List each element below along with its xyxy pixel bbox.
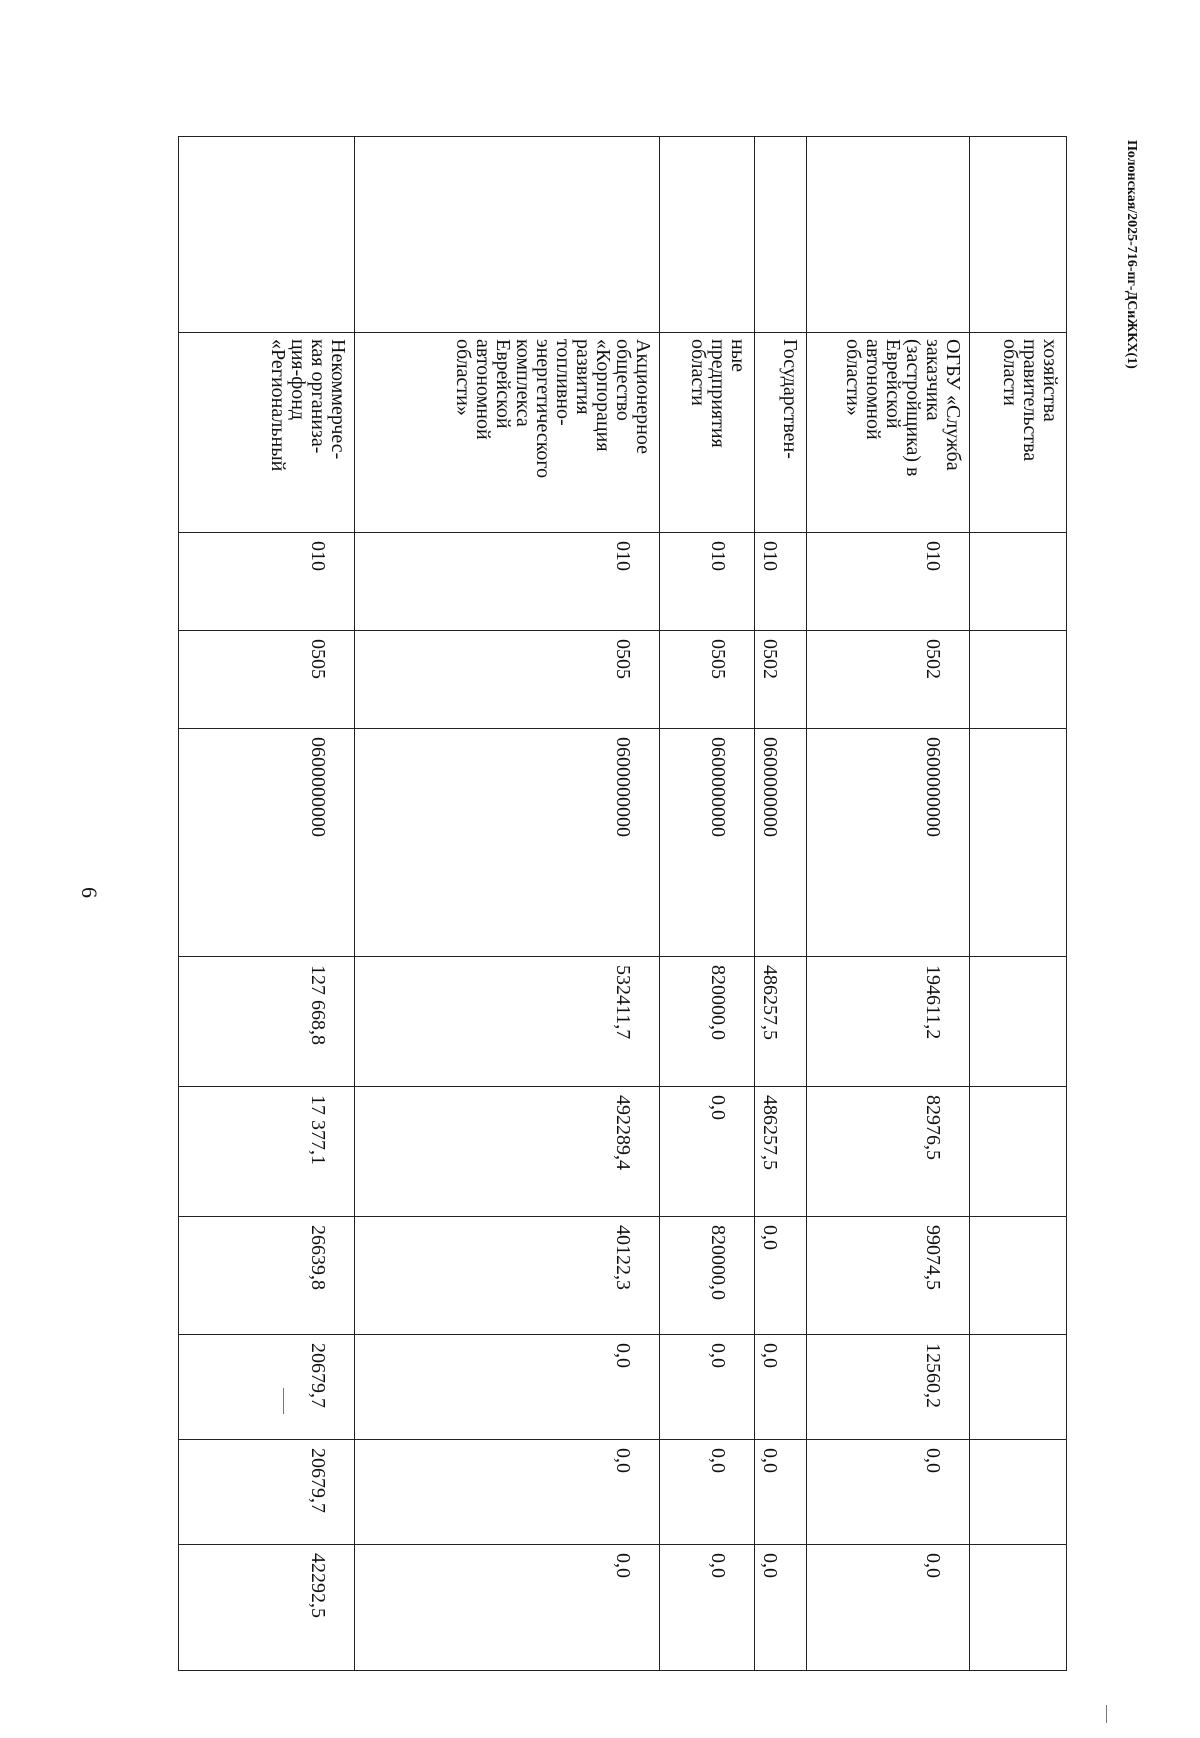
recipient-name-cell: ные предприятия области xyxy=(660,333,755,533)
table-cell: 820000,0 xyxy=(660,957,755,1087)
table-cell: 0505 xyxy=(179,631,355,729)
table-cell: 0,0 xyxy=(807,1440,970,1545)
table-cell xyxy=(970,1217,1067,1335)
table-cell: 0,0 xyxy=(355,1335,660,1440)
table-cell: 010 xyxy=(807,533,970,631)
table-cell: 0,0 xyxy=(660,1545,755,1671)
blank-cell xyxy=(807,137,970,333)
budget-table xyxy=(178,136,1067,1671)
scan-mark xyxy=(283,1388,284,1414)
table-cell: 010 xyxy=(755,533,807,631)
table-cell: 492289,4 xyxy=(355,1087,660,1217)
table-cell: 0,0 xyxy=(660,1335,755,1440)
table-cell xyxy=(970,631,1067,729)
table-cell: 0,0 xyxy=(755,1545,807,1671)
table-cell xyxy=(970,1440,1067,1545)
table-cell: 20679,7 xyxy=(179,1335,355,1440)
table-cell: 0,0 xyxy=(355,1440,660,1545)
table-cell: 0,0 xyxy=(755,1335,807,1440)
blank-cell xyxy=(660,137,755,333)
budget-table-container xyxy=(179,136,1067,1670)
table-cell: 0600000000 xyxy=(355,729,660,957)
table-cell: 0600000000 xyxy=(179,729,355,957)
table-cell: 0,0 xyxy=(807,1545,970,1671)
table-row xyxy=(755,137,807,1671)
recipient-name-cell: Государствен- xyxy=(755,333,807,533)
table-cell: 0600000000 xyxy=(660,729,755,957)
table-cell: 532411,7 xyxy=(355,957,660,1087)
table-cell: 40122,3 xyxy=(355,1217,660,1335)
table-row xyxy=(660,137,755,1671)
table-cell: 486257,5 xyxy=(755,957,807,1087)
table-cell: 12560,2 xyxy=(807,1335,970,1440)
table-cell: 010 xyxy=(179,533,355,631)
recipient-name-cell: Акционерное общество «Корпорация развития топливно- энергетического комплекса Еврейской автономной области» xyxy=(355,333,660,533)
blank-cell xyxy=(179,137,355,333)
recipient-name-cell: ОГБУ «Служба заказчика (застройщика) в Еврейской автономной области» xyxy=(807,333,970,533)
table-cell: 0,0 xyxy=(660,1440,755,1545)
table-cell: 0502 xyxy=(755,631,807,729)
table-cell: 194611,2 xyxy=(807,957,970,1087)
table-cell: 26639,8 xyxy=(179,1217,355,1335)
table-cell: 820000,0 xyxy=(660,1217,755,1335)
table-cell: 0,0 xyxy=(755,1217,807,1335)
table-cell: 486257,5 xyxy=(755,1087,807,1217)
blank-cell xyxy=(755,137,807,333)
table-cell: 99074,5 xyxy=(807,1217,970,1335)
table-cell xyxy=(970,957,1067,1087)
table-cell: 0505 xyxy=(660,631,755,729)
table-row xyxy=(179,137,355,1671)
table-cell xyxy=(970,533,1067,631)
table-cell: 010 xyxy=(660,533,755,631)
table-cell xyxy=(970,1087,1067,1217)
table-cell: 0505 xyxy=(355,631,660,729)
table-cell: 20679,7 xyxy=(179,1440,355,1545)
blank-cell xyxy=(355,137,660,333)
blank-cell xyxy=(970,137,1067,333)
table-cell: 42292,5 xyxy=(179,1545,355,1671)
page-number: 6 xyxy=(77,887,102,898)
scan-mark xyxy=(1106,1705,1107,1723)
recipient-name-cell: Некоммерчес- кая организа- ция-фонд «Региональный xyxy=(179,333,355,533)
table-row xyxy=(807,137,970,1671)
table-cell xyxy=(970,729,1067,957)
table-row xyxy=(970,137,1067,1671)
table-cell: 0600000000 xyxy=(807,729,970,957)
document-footer-note: Полонская/2025-716-пг-ДСиЖКХ(1) xyxy=(1124,140,1139,369)
table-cell: 010 xyxy=(355,533,660,631)
table-cell: 0,0 xyxy=(660,1087,755,1217)
table-body xyxy=(179,137,1067,1671)
table-cell: 127 668,8 xyxy=(179,957,355,1087)
table-cell: 17 377,1 xyxy=(179,1087,355,1217)
recipient-name-cell: хозяйства правительства области xyxy=(970,333,1067,533)
table-cell: 0600000000 xyxy=(755,729,807,957)
table-cell xyxy=(970,1545,1067,1671)
table-cell: 0,0 xyxy=(755,1440,807,1545)
table-cell xyxy=(970,1335,1067,1440)
table-cell: 0,0 xyxy=(355,1545,660,1671)
table-cell: 0502 xyxy=(807,631,970,729)
table-row xyxy=(355,137,660,1671)
table-cell: 82976,5 xyxy=(807,1087,970,1217)
